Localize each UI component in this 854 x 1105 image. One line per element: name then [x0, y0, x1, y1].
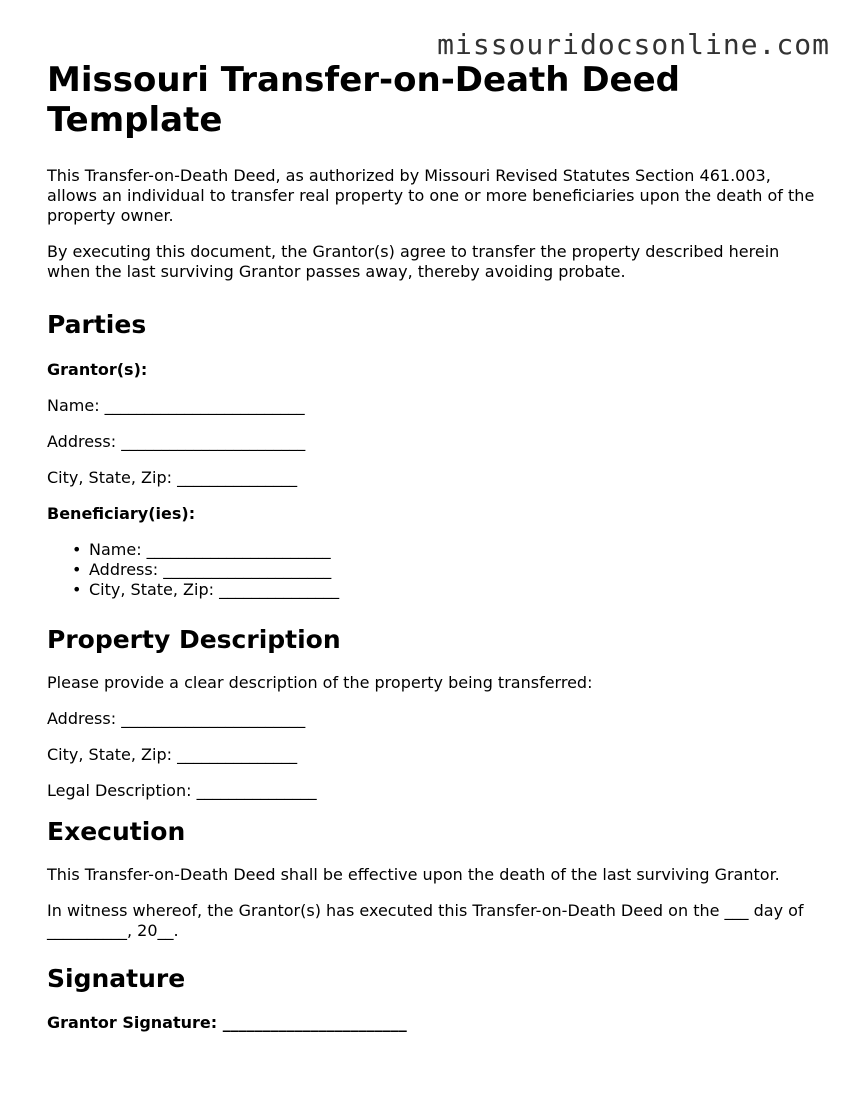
- page-title: Missouri Transfer-on-Death Deed Template: [47, 60, 681, 140]
- grantor-address-field[interactable]: Address: _______________________: [47, 432, 306, 451]
- watermark: missouridocsonline.com: [437, 28, 830, 61]
- parties-heading: Parties: [47, 310, 147, 339]
- execution-heading: Execution: [47, 817, 186, 846]
- list-item: [72, 560, 817, 580]
- grantor-name-field[interactable]: Name: _________________________: [47, 396, 305, 415]
- grantor-city-state-zip-field[interactable]: City, State, Zip: _______________: [47, 468, 298, 487]
- bullet-icon: •: [72, 540, 82, 559]
- list-item: [72, 540, 817, 560]
- property-intro: Please provide a clear description of the property being transferred:: [47, 673, 593, 692]
- bullet-icon: •: [72, 580, 82, 599]
- intro-paragraph-1: This Transfer-on-Death Deed, as authorized by Missouri Revised Statutes Section 461.003, allows an individual to transfer real property to one or more beneficiaries upon the death of the property owner.: [47, 166, 815, 225]
- property-heading: Property Description: [47, 625, 341, 654]
- grantor-signature-field[interactable]: Grantor Signature: _______________________: [47, 1013, 407, 1032]
- property-address-field[interactable]: Address: _______________________: [47, 709, 306, 728]
- beneficiary-city-state-zip-field[interactable]: City, State, Zip: _______________: [89, 580, 340, 599]
- property-city-state-zip-field[interactable]: City, State, Zip: _______________: [47, 745, 298, 764]
- beneficiary-label: Beneficiary(ies):: [47, 504, 196, 523]
- document-page: [47, 60, 817, 1033]
- beneficiary-name-field[interactable]: Name: _______________________: [89, 540, 331, 559]
- intro-paragraph-2: By executing this document, the Grantor(s) agree to transfer the property described herein when the last surviving Grantor passes away, thereby avoiding probate.: [47, 242, 780, 281]
- execution-paragraph-2[interactable]: In witness whereof, the Grantor(s) has executed this Transfer-on-Death Deed on the ___ day of __________, 20__.: [47, 901, 804, 940]
- list-item: [72, 580, 817, 600]
- beneficiary-list: [47, 540, 817, 600]
- beneficiary-address-field[interactable]: Address: _____________________: [89, 560, 332, 579]
- bullet-icon: •: [72, 560, 82, 579]
- signature-heading: Signature: [47, 964, 186, 993]
- grantor-label: Grantor(s):: [47, 360, 148, 379]
- property-legal-description-field[interactable]: Legal Description: _______________: [47, 781, 317, 800]
- execution-paragraph-1: This Transfer-on-Death Deed shall be effective upon the death of the last surviving Grantor.: [47, 865, 780, 884]
